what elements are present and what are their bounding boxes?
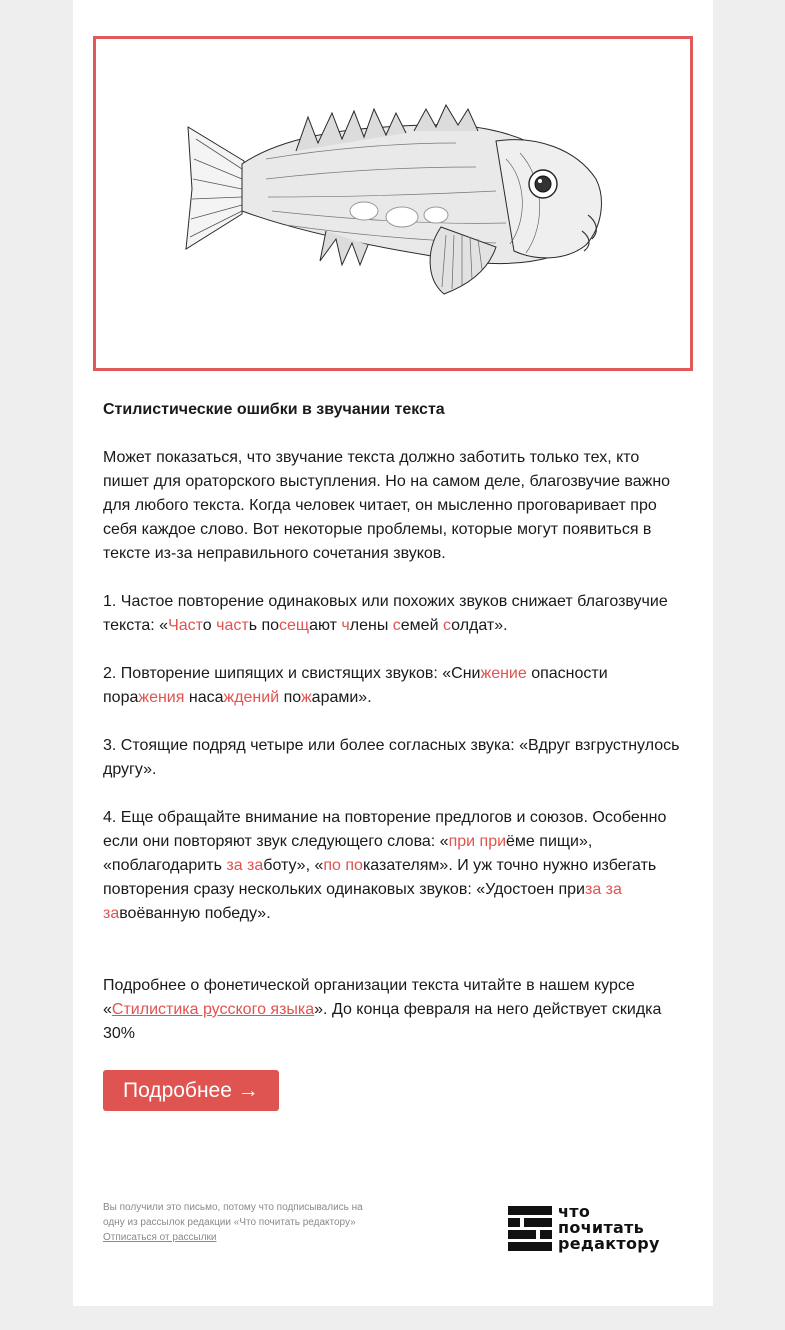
text-segment: опасности пора bbox=[103, 665, 608, 706]
text-segment: 1. Частое повторение одинаковых или похожих звуков снижает благозвучие текста: « bbox=[103, 593, 668, 634]
footer-note bbox=[103, 1200, 383, 1245]
highlighted-sound: за за bbox=[226, 857, 264, 874]
highlighted-sound: жение bbox=[480, 665, 527, 682]
text-segment: емей bbox=[400, 617, 443, 634]
logo-bars-icon bbox=[508, 1206, 552, 1252]
tip-item bbox=[103, 662, 683, 710]
logo-line: почитать bbox=[558, 1218, 645, 1237]
text-segment: воёванную победу». bbox=[119, 905, 271, 922]
text-segment: 3. Стоящие подряд четыре или более согласных звука: «Вдруг взгрустнулось другу». bbox=[103, 737, 680, 778]
logo-line: что bbox=[558, 1202, 591, 1221]
text-segment: о bbox=[202, 617, 217, 634]
tip-item bbox=[103, 590, 683, 638]
text-segment: 2. Повторение шипящих и свистящих звуков: «Сни bbox=[103, 665, 481, 682]
fish-engraving-illustration bbox=[96, 39, 690, 368]
highlighted-sound: за за за bbox=[103, 881, 622, 922]
promo-text-after: ». До конца февраля на него действует скидка 30% bbox=[103, 1001, 662, 1042]
highlighted-sound: при при bbox=[448, 833, 507, 850]
text-segment: наса bbox=[184, 689, 224, 706]
highlighted-sound: ж bbox=[300, 689, 312, 706]
highlighted-sound: сещ bbox=[279, 617, 310, 634]
text-segment: боту», « bbox=[263, 857, 324, 874]
text-segment: арами». bbox=[311, 689, 372, 706]
article-title: Стилистические ошибки в звучании текста bbox=[103, 401, 445, 418]
highlighted-sound: с bbox=[392, 617, 401, 634]
course-link[interactable]: Стилистика русского языка bbox=[111, 1001, 315, 1018]
highlighted-sound: част bbox=[216, 617, 249, 634]
subscription-note: Вы получили это письмо, потому что подписывались на одну из рассылок редакции «Что почитать редактору» bbox=[103, 1202, 363, 1228]
highlighted-sound: жения bbox=[138, 689, 185, 706]
text-segment: ь по bbox=[248, 617, 280, 634]
logo-line: редактору bbox=[558, 1234, 660, 1253]
brand-logo[interactable] bbox=[508, 1204, 688, 1256]
text-segment: ёме пищи», «поблагодарить bbox=[103, 833, 593, 874]
highlighted-sound: по по bbox=[323, 857, 363, 874]
article-body bbox=[103, 398, 683, 1111]
course-promo-text bbox=[103, 974, 683, 1046]
text-segment: 4. Еще обращайте внимание на повторение предлогов и союзов. Особенно если они повторяют звук следующего слова: « bbox=[103, 809, 667, 850]
more-button[interactable]: Подробнее → bbox=[103, 1070, 279, 1111]
logo-wordmark bbox=[558, 1204, 660, 1252]
spacer bbox=[103, 950, 683, 974]
unsubscribe-link[interactable]: Отписаться от рассылки bbox=[103, 1232, 217, 1243]
text-segment: казателям». И уж точно нужно избегать повторения сразу нескольких одинаковых звуков: «Удостоен при bbox=[103, 857, 657, 898]
email-card bbox=[73, 0, 713, 1306]
text-segment: ают bbox=[309, 617, 342, 634]
text-segment: лены bbox=[349, 617, 393, 634]
hero-image-frame bbox=[93, 36, 693, 371]
article-intro: Может показаться, что звучание текста должно заботить только тех, кто пишет для ораторского выступления. Но на самом деле, благозвучие важно для любого текста. Когда человек читает, он мысленно проговаривает про себя каждое слово. Вот некоторые проблемы, которые могут появиться в тексте из-за неправильного сочетания звуков. bbox=[103, 449, 671, 562]
text-segment: по bbox=[279, 689, 301, 706]
tip-item bbox=[103, 734, 683, 782]
highlighted-sound: Част bbox=[168, 617, 203, 634]
text-segment: олдат». bbox=[451, 617, 508, 634]
tip-item bbox=[103, 806, 683, 926]
promo-text-before: Подробнее о фонетической организации текста читайте в нашем курсе « bbox=[103, 977, 635, 1018]
highlighted-sound: ч bbox=[341, 617, 350, 634]
highlighted-sound: ждений bbox=[223, 689, 280, 706]
highlighted-sound: с bbox=[442, 617, 452, 634]
